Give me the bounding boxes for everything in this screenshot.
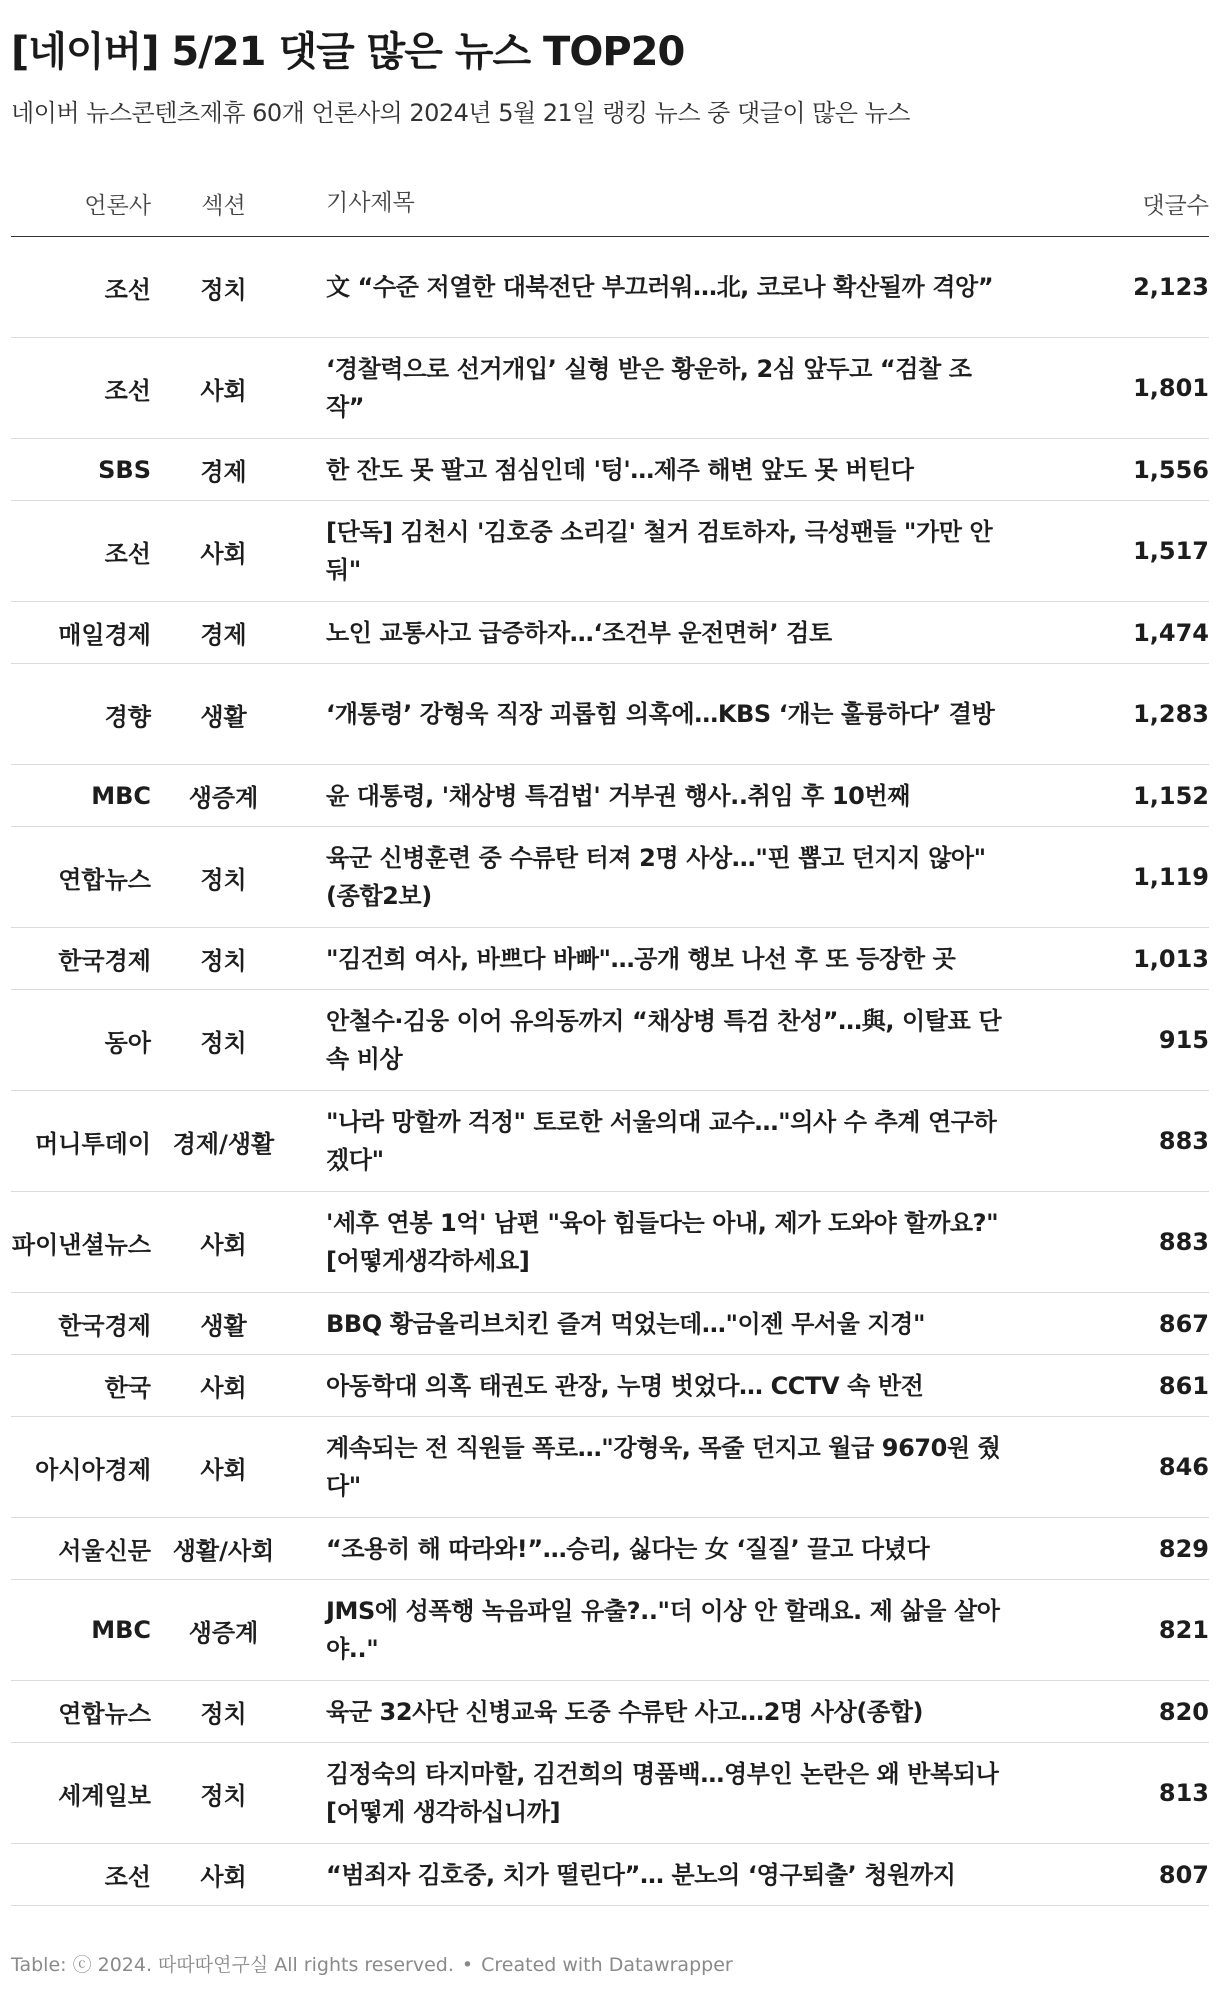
row-gap [296, 1417, 326, 1518]
row-comment-count: 846 [1026, 1417, 1209, 1518]
headline-text: 계속되는 전 직원들 폭로…"강형욱, 목줄 던지고 월급 9670원 줬다" [326, 1434, 1001, 1500]
row-section: 사회 [151, 1844, 296, 1906]
row-headline [326, 664, 1026, 765]
headline-text: 아동학대 의혹 태권도 관장, 누명 벗었다… CCTV 속 반전 [326, 1371, 924, 1400]
row-comment-count: 1,517 [1026, 501, 1209, 602]
row-comment-count: 820 [1026, 1681, 1209, 1743]
row-press: 조선 [11, 1844, 151, 1906]
row-gap [296, 1681, 326, 1743]
row-gap [296, 602, 326, 664]
headline-text: BBQ 황금올리브치킨 즐겨 먹었는데…"이젠 무서울 지경" [326, 1309, 926, 1338]
row-press: 경향 [11, 664, 151, 765]
table-row [11, 1518, 1209, 1580]
row-comment-count: 915 [1026, 990, 1209, 1091]
row-press: 연합뉴스 [11, 1681, 151, 1743]
row-gap [296, 928, 326, 990]
row-comment-count: 821 [1026, 1580, 1209, 1681]
row-press: 연합뉴스 [11, 827, 151, 928]
footer-separator: • [461, 1954, 474, 1976]
table-row [11, 602, 1209, 664]
row-press: 아시아경제 [11, 1417, 151, 1518]
row-section: 생증계 [151, 1580, 296, 1681]
row-section: 사회 [151, 1192, 296, 1293]
row-press: MBC [11, 765, 151, 827]
headline-text: [단독] 김천시 '김호중 소리길' 철거 검토하자, 극성팬들 "가만 안둬" [326, 518, 993, 584]
row-comment-count: 1,556 [1026, 439, 1209, 501]
headline-text: “조용히 해 따라와!”…승리, 싫다는 女 ‘질질’ 끌고 다녔다 [326, 1534, 930, 1563]
row-press: 한국 [11, 1355, 151, 1417]
row-headline [326, 1355, 1026, 1417]
table-row [11, 237, 1209, 338]
table-row [11, 1417, 1209, 1518]
row-headline [326, 827, 1026, 928]
table-row [11, 928, 1209, 990]
row-section: 생활/사회 [151, 1518, 296, 1580]
table-row [11, 1844, 1209, 1906]
table-row [11, 1091, 1209, 1192]
row-headline [326, 990, 1026, 1091]
row-press: 머니투데이 [11, 1091, 151, 1192]
footer [11, 1950, 733, 1977]
row-press: 조선 [11, 237, 151, 338]
row-headline [326, 1681, 1026, 1743]
row-gap [296, 1355, 326, 1417]
row-headline [326, 237, 1026, 338]
column-header-section[interactable]: 섹션 [151, 170, 296, 237]
row-section: 경제 [151, 602, 296, 664]
row-press: 파이낸셜뉴스 [11, 1192, 151, 1293]
table-row [11, 501, 1209, 602]
row-comment-count: 1,152 [1026, 765, 1209, 827]
headline-text: 김정숙의 타지마할, 김건희의 명품백…영부인 논란은 왜 반복되나 [어떻게 생각하십니까] [326, 1760, 999, 1826]
row-section: 정치 [151, 827, 296, 928]
row-press: MBC [11, 1580, 151, 1681]
row-comment-count: 1,801 [1026, 338, 1209, 439]
row-headline [326, 1518, 1026, 1580]
row-headline [326, 1091, 1026, 1192]
table-header-row [11, 170, 1209, 237]
row-section: 사회 [151, 338, 296, 439]
row-gap [296, 1192, 326, 1293]
row-gap [296, 664, 326, 765]
row-headline [326, 501, 1026, 602]
ranking-table [11, 170, 1209, 1906]
headline-text: "나라 망할까 걱정" 토로한 서울의대 교수…"의사 수 추계 연구하겠다" [326, 1108, 997, 1174]
row-headline [326, 1743, 1026, 1844]
table-row [11, 1743, 1209, 1844]
footer-credit: Table: ⓒ 2024. 따따따연구실 All rights reserved. [11, 1954, 454, 1976]
headline-text: '세후 연봉 1억' 남편 "육아 힘들다는 아내, 제가 도와야 할까요?" [어떻게생각하세요] [326, 1209, 999, 1275]
row-gap [296, 1580, 326, 1681]
row-section: 정치 [151, 928, 296, 990]
row-press: 한국경제 [11, 928, 151, 990]
row-press: 세계일보 [11, 1743, 151, 1844]
row-headline [326, 602, 1026, 664]
table-body [11, 237, 1209, 1906]
row-section: 생증계 [151, 765, 296, 827]
row-comment-count: 829 [1026, 1518, 1209, 1580]
row-headline [326, 338, 1026, 439]
row-gap [296, 439, 326, 501]
column-header-press[interactable]: 언론사 [11, 170, 151, 237]
headline-text: ‘경찰력으로 선거개입’ 실형 받은 황운하, 2심 앞두고 “검찰 조작” [326, 355, 972, 421]
row-gap [296, 827, 326, 928]
row-comment-count: 861 [1026, 1355, 1209, 1417]
row-section: 생활 [151, 1293, 296, 1355]
headline-text: 육군 신병훈련 중 수류탄 터져 2명 사상…"핀 뽑고 던지지 않아"(종합2보) [326, 844, 986, 910]
row-headline [326, 1293, 1026, 1355]
headline-text: 한 잔도 못 팔고 점심인데 '텅'…제주 해변 앞도 못 버틴다 [326, 455, 914, 484]
row-gap [296, 1743, 326, 1844]
column-header-headline[interactable]: 기사제목 [326, 170, 1026, 237]
row-headline [326, 1192, 1026, 1293]
headline-text: 文 “수준 저열한 대북전단 부끄러워…北, 코로나 확산될까 격앙” [326, 273, 994, 301]
row-gap [296, 765, 326, 827]
headline-text: 노인 교통사고 급증하자…‘조건부 운전면허’ 검토 [326, 618, 832, 647]
row-headline [326, 1844, 1026, 1906]
table-row [11, 1192, 1209, 1293]
headline-text: 윤 대통령, '채상병 특검법' 거부권 행사..취임 후 10번째 [326, 781, 911, 810]
row-section: 경제 [151, 439, 296, 501]
row-gap [296, 237, 326, 338]
table-row [11, 664, 1209, 765]
row-gap [296, 1293, 326, 1355]
row-section: 정치 [151, 990, 296, 1091]
row-gap [296, 1844, 326, 1906]
row-press: 동아 [11, 990, 151, 1091]
row-press: SBS [11, 439, 151, 501]
row-section: 사회 [151, 501, 296, 602]
table-row [11, 990, 1209, 1091]
row-headline [326, 1580, 1026, 1681]
row-press: 조선 [11, 338, 151, 439]
row-section: 사회 [151, 1417, 296, 1518]
table-row [11, 1293, 1209, 1355]
row-section: 경제/생활 [151, 1091, 296, 1192]
row-comment-count: 1,013 [1026, 928, 1209, 990]
headline-text: "김건희 여사, 바쁘다 바빠"…공개 행보 나선 후 또 등장한 곳 [326, 944, 956, 973]
page-subtitle: 네이버 뉴스콘텐츠제휴 60개 언론사의 2024년 5월 21일 랭킹 뉴스 중 댓글이 많은 뉴스 [11, 99, 910, 127]
row-gap [296, 990, 326, 1091]
row-comment-count: 1,119 [1026, 827, 1209, 928]
headline-text: “범죄자 김호중, 치가 떨린다”… 분노의 ‘영구퇴출’ 청원까지 [326, 1860, 956, 1889]
row-press: 한국경제 [11, 1293, 151, 1355]
column-gap [296, 170, 326, 237]
table-row [11, 1355, 1209, 1417]
headline-text: JMS에 성폭행 녹음파일 유출?.."더 이상 안 할래요. 제 삶을 살아야.." [326, 1597, 1000, 1663]
row-gap [296, 1518, 326, 1580]
row-section: 정치 [151, 1743, 296, 1844]
page-title: [네이버] 5/21 댓글 많은 뉴스 TOP20 [11, 29, 685, 75]
row-comment-count: 883 [1026, 1091, 1209, 1192]
row-section: 사회 [151, 1355, 296, 1417]
row-comment-count: 2,123 [1026, 237, 1209, 338]
table-row [11, 338, 1209, 439]
row-headline [326, 928, 1026, 990]
headline-text: 안철수·김웅 이어 유의동까지 “채상병 특검 찬성”…與, 이탈표 단속 비상 [326, 1007, 1002, 1073]
row-comment-count: 883 [1026, 1192, 1209, 1293]
row-press: 매일경제 [11, 602, 151, 664]
footer-created-with: Created with Datawrapper [481, 1954, 733, 1976]
row-headline [326, 765, 1026, 827]
table-row [11, 1580, 1209, 1681]
headline-text: 육군 32사단 신병교육 도중 수류탄 사고…2명 사상(종합) [326, 1697, 924, 1726]
table-row [11, 439, 1209, 501]
row-gap [296, 501, 326, 602]
row-section: 정치 [151, 237, 296, 338]
column-header-comments[interactable]: 댓글수 [1026, 170, 1209, 237]
row-press: 조선 [11, 501, 151, 602]
table-row [11, 827, 1209, 928]
row-comment-count: 1,474 [1026, 602, 1209, 664]
row-headline [326, 1417, 1026, 1518]
row-section: 정치 [151, 1681, 296, 1743]
row-comment-count: 867 [1026, 1293, 1209, 1355]
row-gap [296, 338, 326, 439]
row-comment-count: 1,283 [1026, 664, 1209, 765]
row-press: 서울신문 [11, 1518, 151, 1580]
table-row [11, 1681, 1209, 1743]
headline-text: ‘개통령’ 강형욱 직장 괴롭힘 의혹에…KBS ‘개는 훌륭하다’ 결방 [326, 700, 995, 728]
row-gap [296, 1091, 326, 1192]
row-headline [326, 439, 1026, 501]
row-comment-count: 807 [1026, 1844, 1209, 1906]
row-comment-count: 813 [1026, 1743, 1209, 1844]
row-section: 생활 [151, 664, 296, 765]
table-row [11, 765, 1209, 827]
